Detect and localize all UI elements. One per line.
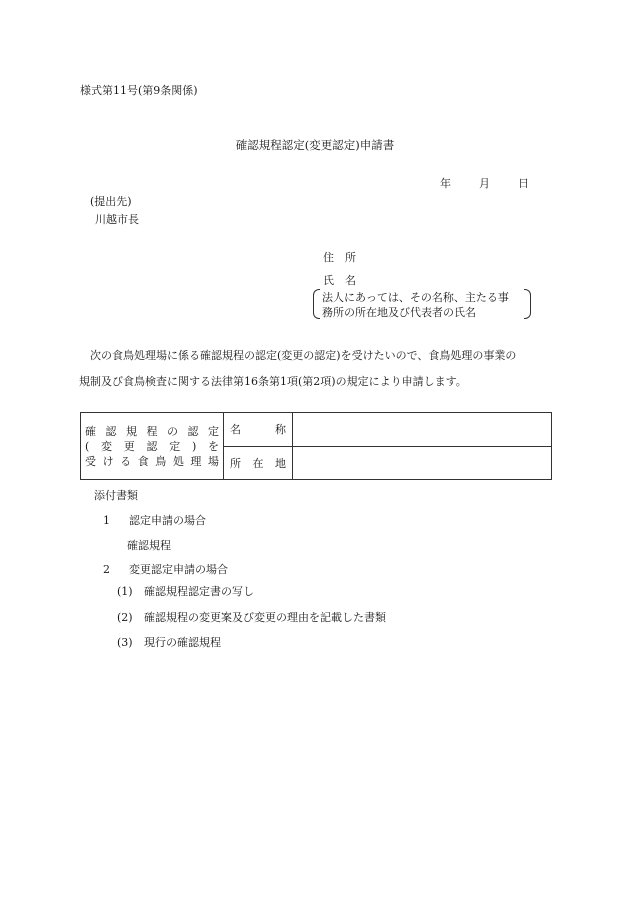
case-1-number: 1 bbox=[103, 514, 110, 527]
attachment-case-2 bbox=[103, 561, 228, 577]
case-2-item-2 bbox=[117, 609, 386, 625]
case-2-item-3-number: (3) bbox=[117, 636, 133, 649]
page-title: 確認規程認定(変更認定)申請書 bbox=[235, 138, 395, 152]
body-text-line-1: 次の食鳥処理場に係る確認規程の認定(変更の認定)を受けたいので、食鳥処理の事業の bbox=[90, 349, 517, 362]
attachment-case-1 bbox=[103, 512, 206, 528]
facility-header-line-2: (変更認定)を bbox=[85, 439, 219, 453]
right-bracket bbox=[524, 289, 531, 319]
case-2-item-1-number: (1) bbox=[117, 585, 133, 598]
attachments-title: 添付書類 bbox=[94, 489, 138, 502]
date-year-label: 年 bbox=[440, 177, 451, 190]
case-2-item-1 bbox=[117, 583, 254, 599]
facility-table-header bbox=[81, 413, 224, 480]
case-1-item: 確認規程 bbox=[127, 539, 171, 552]
body-text-line-2: 規制及び食鳥検査に関する法律第16条第1項(第2項)の規定により申請します。 bbox=[79, 375, 467, 388]
case-2-label: 変更認定申請の場合 bbox=[129, 563, 228, 576]
form-number: 様式第11号(第9条関係) bbox=[80, 84, 198, 97]
date-month-label: 月 bbox=[479, 177, 490, 190]
facility-location-label: 所在地 bbox=[224, 446, 293, 480]
case-2-item-1-text: 確認規程認定書の写し bbox=[144, 585, 254, 598]
facility-header-line-3: 受ける食鳥処理場 bbox=[85, 454, 219, 468]
case-1-label: 認定申請の場合 bbox=[129, 514, 206, 527]
date-line bbox=[440, 175, 529, 191]
case-2-item-3 bbox=[117, 634, 221, 650]
note-line-1: 法人にあっては、その名称、主たる事 bbox=[322, 291, 509, 304]
corporation-note bbox=[313, 289, 531, 319]
applicant-name-label: 氏 名 bbox=[323, 274, 356, 287]
case-2-item-3-text: 現行の確認規程 bbox=[144, 636, 221, 649]
left-bracket bbox=[313, 289, 320, 319]
submit-to-label: (提出先) bbox=[90, 195, 132, 208]
facility-name-field[interactable] bbox=[293, 413, 552, 447]
addressee: 川越市長 bbox=[95, 213, 139, 226]
facility-header-line-1: 確認規程の認定 bbox=[85, 424, 219, 438]
facility-table bbox=[80, 412, 552, 480]
note-line-2: 務所の所在地及び代表者の氏名 bbox=[322, 306, 476, 319]
applicant-address-label: 住 所 bbox=[323, 251, 356, 264]
facility-name-label: 名 称 bbox=[224, 413, 293, 447]
facility-location-field[interactable] bbox=[293, 446, 552, 480]
case-2-number: 2 bbox=[103, 563, 110, 576]
case-2-item-2-number: (2) bbox=[117, 611, 133, 624]
case-2-item-2-text: 確認規程の変更案及び変更の理由を記載した書類 bbox=[144, 611, 386, 624]
date-day-label: 日 bbox=[518, 177, 529, 190]
